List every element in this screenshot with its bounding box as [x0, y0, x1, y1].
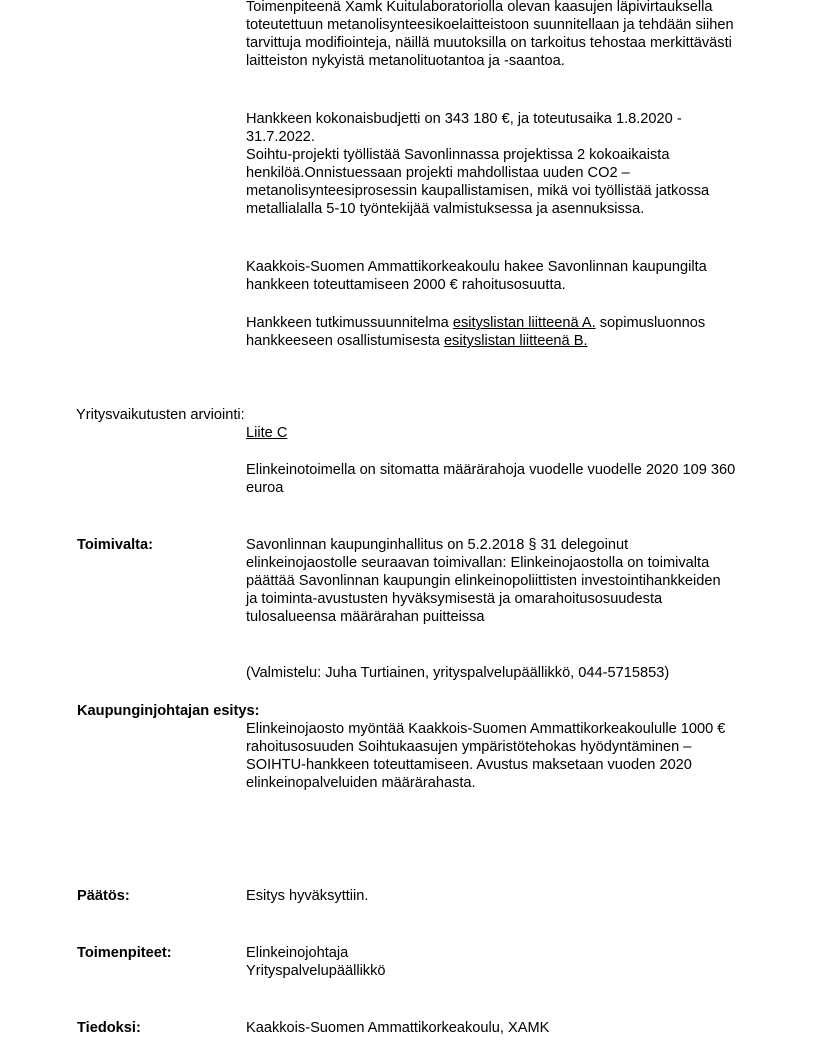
paatos-text: Esitys hyväksyttiin. [246, 888, 369, 904]
esitys-label: Kaupunginjohtajan esitys: [77, 703, 260, 719]
attachment-b-link[interactable]: esityslistan liitteenä B. [443, 333, 588, 349]
yritysvaikutukset-text: Elinkeinotoimella on sitomatta määrärahoja vuodelle vuodelle 2020 109 360 euroa [246, 462, 736, 496]
toimenpiteet-line-2: Yrityspalvelupäällikkö [246, 963, 386, 979]
toimenpiteet-label: Toimenpiteet: [77, 945, 172, 961]
toimivalta-text: Savonlinnan kaupunginhallitus on 5.2.2018 § 31 delegoinut elinkeinojaostolle seuraavan toimivallan: Elinkeinojaostolla on toimivalta päättää Savonlinnan kaupungin elinkeinopoliittisten investointihankkeiden ja toiminta-avustusten hyväksymisestä ja omarahoitusosuudesta tulosalueensa määrärahan puitteissa [246, 537, 721, 625]
toimenpiteet-text [246, 944, 736, 980]
body-paragraph-modifications: Toimenpiteenä Xamk Kuitulaboratoriolla olevan kaasujen läpivirtauksella toteutettuun metanolisynteesikoelaitteistoon suunnitellaan ja tehdään siihen tarvittuja modifiointeja, näillä muutoksilla on tarkoitus tehostaa merkittävästi laitteiston nykyistä metanolituotantoa ja -saantoa. [246, 0, 734, 69]
toimivalta-label: Toimivalta: [77, 537, 153, 553]
tiedoksi-label: Tiedoksi: [77, 1020, 141, 1036]
tiedoksi-text: Kaakkois-Suomen Ammattikorkeakoulu, XAMK [246, 1020, 550, 1036]
valmistelu-text: (Valmistelu: Juha Turtiainen, yrityspalvelupäällikkö, 044-5715853) [246, 665, 670, 681]
attachments-text-mid: sopimusluonnos hankkeeseen osallistumisesta [246, 315, 706, 349]
yritysvaikutukset-label: Yritysvaikutusten arviointi: [76, 407, 245, 423]
body-paragraph-attachments [246, 314, 736, 350]
body-paragraph-employment: Soihtu-projekti työllistää Savonlinnassa projektissa 2 kokoaikaista henkilöä.Onnistuessaan projekti mahdollistaa uuden CO2 –metanolisynteesiprosessin kaupallistamisen, mikä voi työllistää jatkossa metallialalla 5-10 työntekijää valmistuksessa ja asennuksissa. [246, 147, 710, 217]
attachments-text-pre: Hankkeen tutkimussuunnitelma [246, 315, 453, 331]
paatos-label: Päätös: [77, 888, 130, 904]
esitys-text: Elinkeinojaosto myöntää Kaakkois-Suomen Ammattikorkeakoululle 1000 € rahoitusosuuden Soihtukaasujen ympäristötehokas hyödyntäminen – SOIHTU-hankkeen toteuttamiseen. Avustus maksetaan vuoden 2020 elinkeinopalveluiden määrärahasta. [246, 721, 726, 791]
body-paragraph-budget: Hankkeen kokonaisbudjetti on 343 180 €, ja toteutusaika 1.8.2020 - 31.7.2022. [246, 111, 682, 145]
liite-c-paragraph [246, 424, 736, 442]
liite-c-link[interactable]: Liite C [246, 425, 288, 441]
toimenpiteet-line-1: Elinkeinojohtaja [246, 945, 349, 961]
body-paragraph-funding-request: Kaakkois-Suomen Ammattikorkeakoulu hakee Savonlinnan kaupungilta hankkeen toteuttamiseen 2000 € rahoitusosuutta. [246, 259, 707, 293]
attachment-a-link[interactable]: esityslistan liitteenä A. [452, 315, 596, 331]
